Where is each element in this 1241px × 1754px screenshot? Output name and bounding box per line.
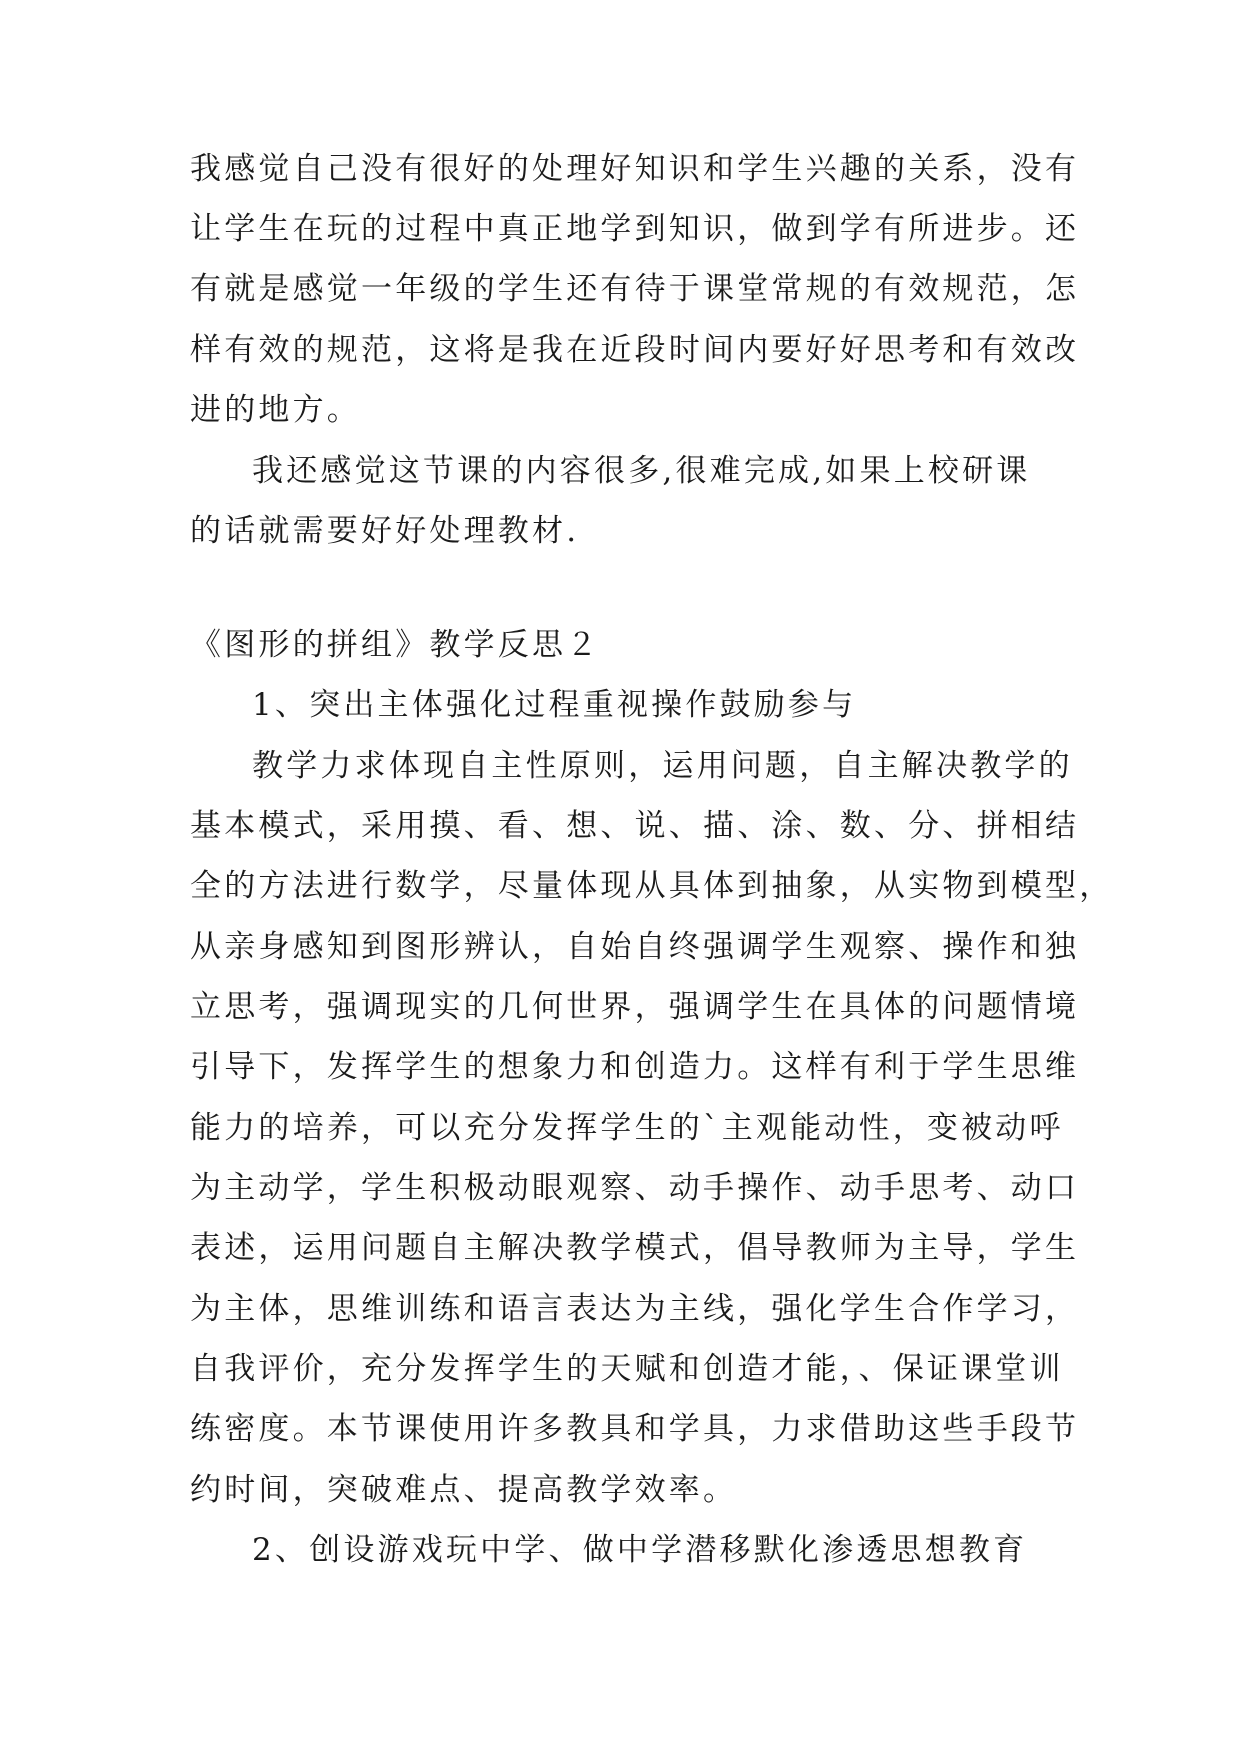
text-line: 我感觉自己没有很好的处理好知识和学生兴趣的关系，没有 — [190, 151, 1080, 187]
text-line: 能力的培养，可以充分发挥学生的`主观能动性，变被动呼 — [190, 1110, 1064, 1146]
text-line: 我还感觉这节课的内容很多,很难完成,如果上校研课 — [252, 453, 1031, 489]
text-line: 有就是感觉一年级的学生还有待于课堂常规的有效规范，怎 — [190, 271, 1080, 307]
text-line: 教学力求体现自主性原则，运用问题，自主解决教学的 — [252, 748, 1073, 784]
text-line: 练密度。本节课使用许多教具和学具，力求借助这些手段节 — [190, 1411, 1080, 1447]
subsection-heading: 1、突出主体强化过程重视操作鼓励参与 — [252, 687, 857, 723]
text-line: 样有效的规范，这将是我在近段时间内要好好思考和有效改 — [190, 332, 1080, 368]
text-line: 为主动学，学生积极动眼观察、动手操作、动手思考、动口 — [190, 1170, 1080, 1206]
text-line: 约时间，突破难点、提高教学效率。 — [190, 1472, 738, 1508]
text-line: 的话就需要好好处理教材. — [190, 513, 580, 549]
text-line: 让学生在玩的过程中真正地学到知识，做到学有所进步。还 — [190, 211, 1080, 247]
text-line: 基本模式，采用摸、看、想、说、描、涂、数、分、拼相结 — [190, 808, 1080, 844]
text-line: 为主体，思维训练和语言表达为主线，强化学生合作学习， — [190, 1291, 1080, 1327]
section-heading: 《图形的拼组》教学反思２ — [190, 627, 601, 663]
text-line: 引导下，发挥学生的想象力和创造力。这样有利于学生思维 — [190, 1049, 1080, 1085]
subsection-heading: 2、创设游戏玩中学、做中学潜移默化渗透思想教育 — [252, 1532, 1028, 1568]
text-line: 自我评价，充分发挥学生的天赋和创造才能，、保证课堂训 — [190, 1351, 1064, 1387]
text-line: 从亲身感知到图形辨认，自始自终强调学生观察、操作和独 — [190, 929, 1080, 965]
text-line: 全的方法进行数学，尽量体现从具体到抽象，从实物到模型， — [190, 868, 1114, 904]
text-line: 进的地方。 — [190, 392, 361, 428]
text-line: 立思考，强调现实的几何世界，强调学生在具体的问题情境 — [190, 989, 1080, 1025]
text-line: 表述，运用问题自主解决教学模式，倡导教师为主导，学生 — [190, 1230, 1080, 1266]
